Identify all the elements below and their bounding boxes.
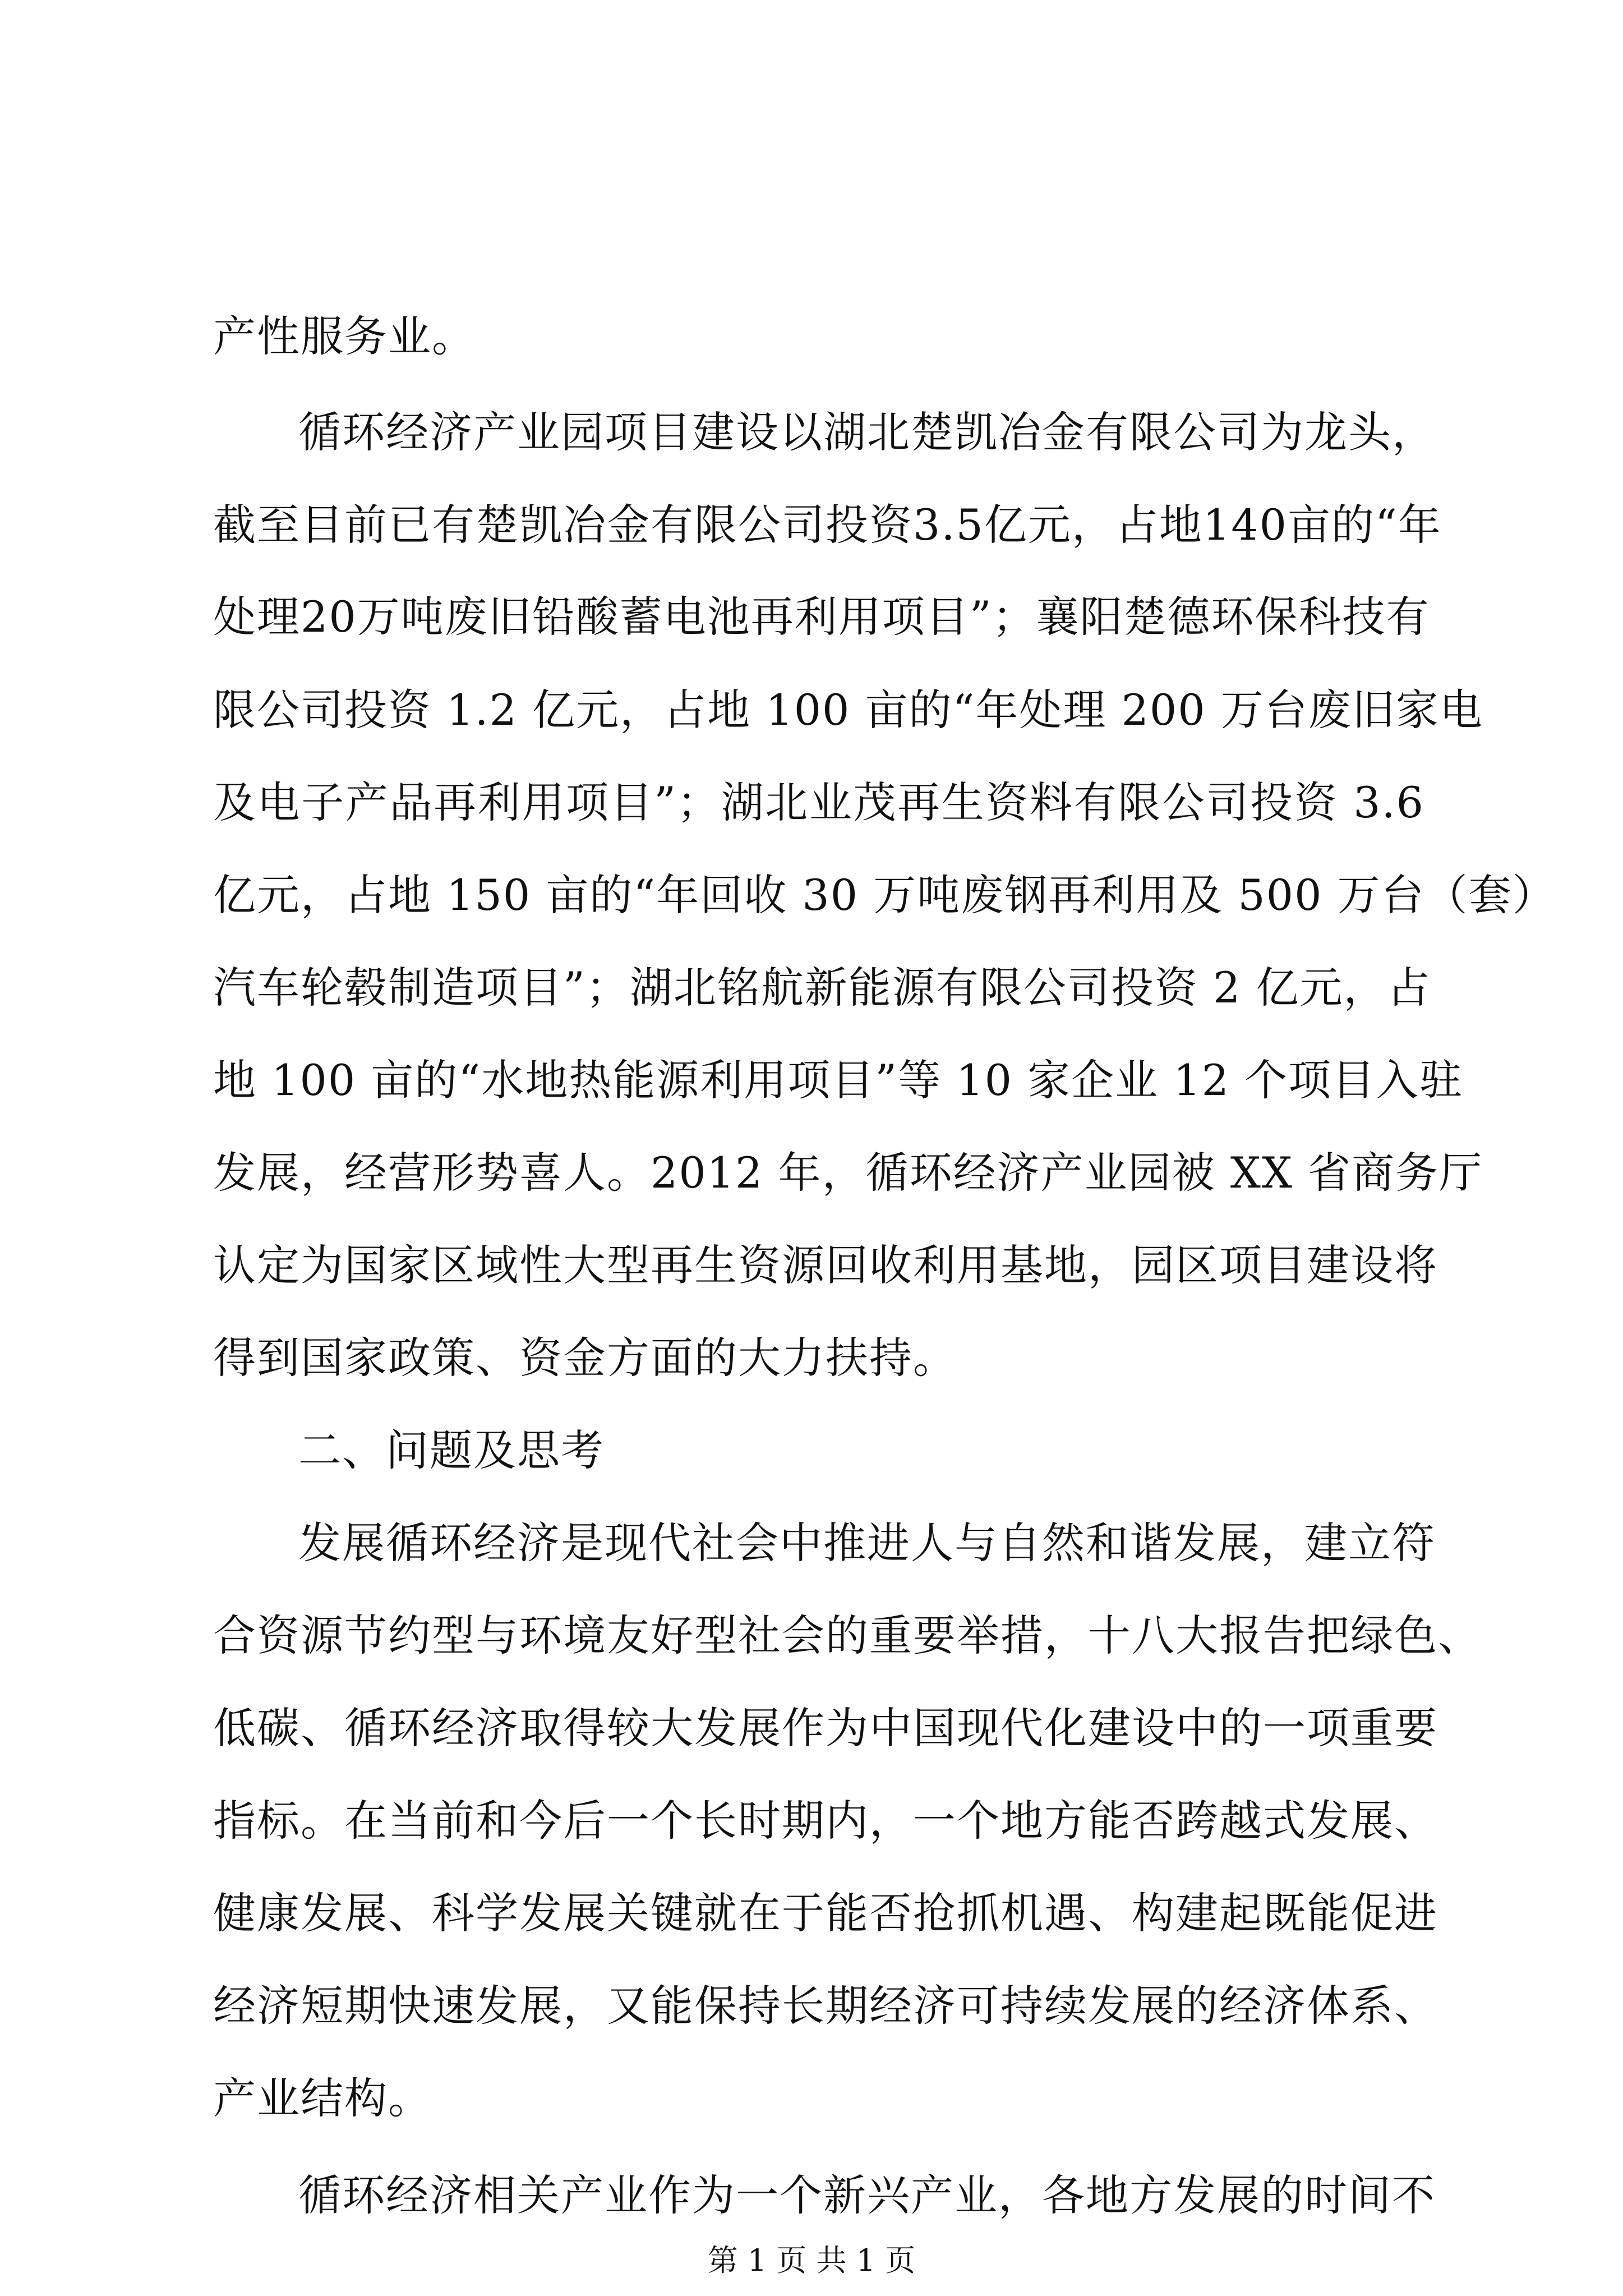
paragraph-line: 认定为国家区域性大型再生资源回收利用基地，园区项目建设将: [213, 1240, 1438, 1290]
page-footer: 第 1 页 共 1 页: [707, 2243, 916, 2278]
paragraph-line: 低碳、循环经济取得较大发展作为中国现代化建设中的一项重要: [213, 1703, 1438, 1753]
paragraph-line: 得到国家政策、资金方面的大力扶持。: [213, 1333, 957, 1383]
paragraph-line: 产性服务业。: [213, 311, 476, 361]
paragraph-line: 指标。在当前和今后一个长时期内，一个地方能否跨越式发展、: [213, 1796, 1438, 1846]
paragraph-line: 循环经济相关产业作为一个新兴产业，各地方发展的时间不: [298, 2170, 1436, 2220]
paragraph-line: 处理20万吨废旧铅酸蓄电池再利用项目”；襄阳楚德环保科技有: [213, 592, 1430, 642]
paragraph-line: 截至目前已有楚凯冶金有限公司投资3.5亿元，占地140亩的“年: [213, 500, 1442, 550]
paragraph-line: 健康发展、科学发展关键就在于能否抢抓机遇、构建起既能促进: [213, 1888, 1438, 1938]
paragraph-line: 亿元，占地 150 亩的“年回收 30 万吨废钢再利用及 500 万台（套）: [213, 870, 1556, 920]
paragraph-line: 地 100 亩的“水地热能源利用项目”等 10 家企业 12 个项目入驻: [213, 1055, 1464, 1105]
paragraph-line: 合资源节约型与环境友好型社会的重要举措，十八大报告把绿色、: [213, 1611, 1482, 1660]
paragraph-line: 及电子产品再利用项目”；湖北业茂再生资料有限公司投资 3.6: [213, 777, 1424, 827]
paragraph-line: 限公司投资 1.2 亿元，占地 100 亩的“年处理 200 万台废旧家电: [213, 685, 1483, 735]
paragraph-line: 产业结构。: [213, 2073, 432, 2123]
section-heading: 二、问题及思考: [298, 1425, 605, 1475]
paragraph-line: 发展循环经济是现代社会中推进人与自然和谐发展，建立符: [298, 1518, 1436, 1568]
paragraph-line: 汽车轮毂制造项目”；湖北铭航新能源有限公司投资 2 亿元，占: [213, 963, 1431, 1013]
paragraph-line: 发展，经营形势喜人。2012 年，循环经济产业园被 XX 省商务厅: [213, 1148, 1483, 1198]
paragraph-line: 循环经济产业园项目建设以湖北楚凯冶金有限公司为龙头，: [298, 407, 1436, 457]
paragraph-line: 经济短期快速发展，又能保持长期经济可持续发展的经济体系、: [213, 1981, 1438, 2031]
